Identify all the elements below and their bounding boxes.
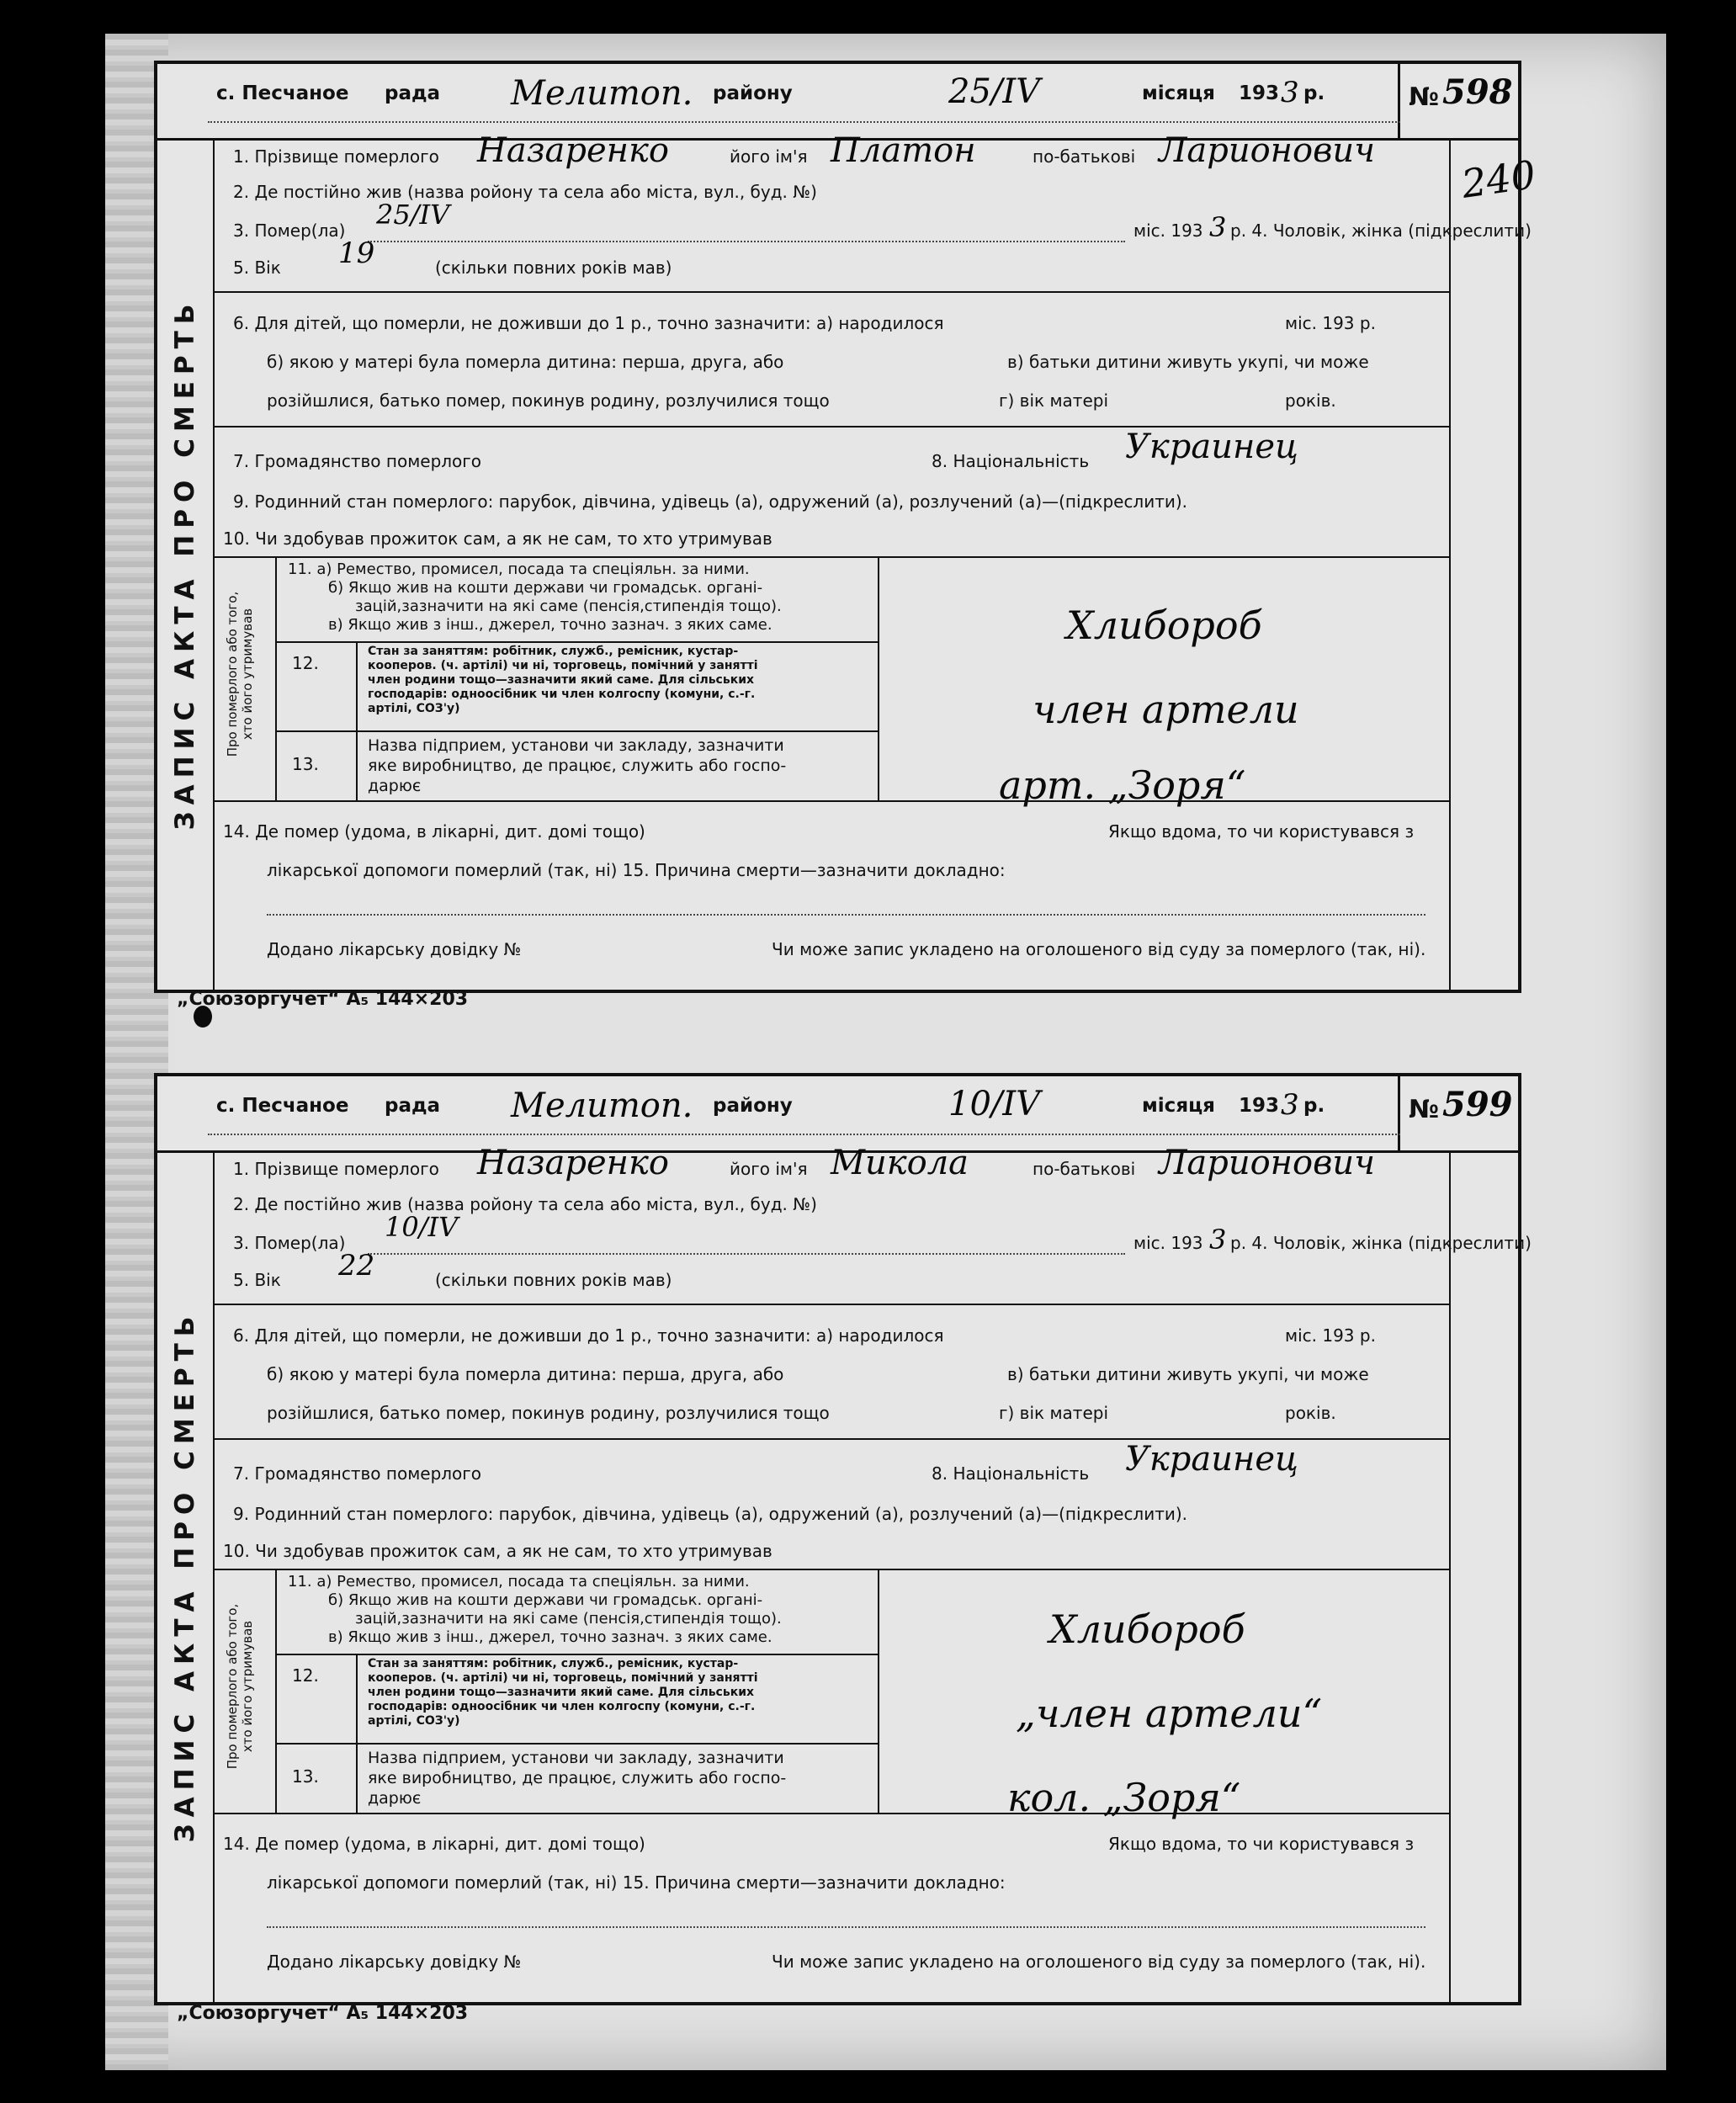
- age-hand: 22: [338, 1249, 375, 1283]
- nationality-hand: Украинец: [1125, 1440, 1298, 1479]
- row-11-line: в) Якщо жив з інш., джерел, точно зазнач. з яких саме.: [328, 616, 772, 634]
- row-6a-tail: міс. 193 р.: [1285, 313, 1376, 333]
- row-3-label: 3. Помер(ла): [233, 1233, 346, 1253]
- section-divider: [213, 800, 1451, 802]
- row-4-label: р. 4. Чоловік, жінка (підкреслити): [1230, 220, 1532, 241]
- row-3-year-digit: 3: [1209, 1224, 1227, 1256]
- section-divider: [213, 1813, 1451, 1814]
- row-12-number: 12.: [292, 653, 319, 673]
- row-12-line: Стан за заняттям: робітник, служб., ремісник, кустар-: [368, 1657, 739, 1670]
- row-8-label: 8. Національність: [932, 451, 1090, 471]
- row-12-rule: [275, 641, 878, 643]
- row-6a-label: 6. Для дітей, що померли, не доживши до 1 р., точно зазначити: а) народилося: [233, 1325, 944, 1346]
- row-13-line: дарює: [368, 777, 422, 795]
- record-number-box: [1398, 1076, 1518, 1150]
- corner-hand-number: 240: [1458, 151, 1539, 207]
- row-12-line: артілі, СОЗ'у): [368, 1714, 460, 1728]
- row-13-block: [368, 1748, 873, 1808]
- side-title: ЗАПИС АКТА ПРО СМЕРТЬ: [170, 1309, 200, 1843]
- row-12-block: [368, 1657, 873, 1729]
- row-12-line: член родини тощо—зазначити який саме. Для сільських: [368, 1686, 755, 1699]
- nationality-hand: Украинец: [1125, 428, 1298, 466]
- row-12-rule: [275, 1654, 878, 1655]
- row-3-dotted-line: [368, 241, 1125, 242]
- occupation-hand: член артели: [1033, 687, 1299, 732]
- row-10-label: 10. Чи здобував прожиток сам, а як не сам, то хто утримував: [223, 528, 772, 549]
- occupation-hand: Хлибороб: [1049, 1606, 1245, 1652]
- row-6b-label: б) якою у матері була померла дитина: перша, друга, або: [267, 352, 784, 372]
- row-6a-tail: міс. 193 р.: [1285, 1325, 1376, 1346]
- row-13-line: яке виробництво, де працює, служить або госпо-: [368, 1769, 787, 1787]
- row-13-number: 13.: [292, 754, 319, 774]
- row-6a-label: 6. Для дітей, що померли, не доживши до 1 р., точно зазначити: а) народилося: [233, 313, 944, 333]
- side-title: ЗАПИС АКТА ПРО СМЕРТЬ: [170, 297, 200, 831]
- row-4-label: р. 4. Чоловік, жінка (підкреслити): [1230, 1233, 1532, 1253]
- row-14b-label: лікарської допомоги померлий (так, ні) 15. Причина смерти—зазначити докладно:: [267, 1872, 1006, 1893]
- row-13-rule: [275, 1743, 878, 1745]
- number-label: №: [1409, 82, 1440, 112]
- row-9-label: 9. Родинний стан померлого: парубок, дівчина, удівець (а), одружений (а), розлучений (а)—(підкреслити).: [233, 491, 1188, 512]
- row-14b-label: лікарської допомоги померлий (так, ні) 15. Причина смерти—зазначити докладно:: [267, 860, 1006, 880]
- occupation-mid-rule: [878, 556, 879, 800]
- record-number-hand: 598: [1442, 72, 1513, 112]
- row-12-line: господарів: одноосібник чи член колгоспу (комуни, с.-г.: [368, 688, 756, 701]
- row-14-label: 14. Де помер (удома, в лікарні, дит. домі тощо): [223, 1834, 645, 1854]
- date-hand: 10/IV: [948, 1085, 1041, 1123]
- row-3-label: 3. Помер(ла): [233, 220, 346, 241]
- date-hand: 25/IV: [948, 72, 1041, 111]
- row-6c-label: розійшлися, батько помер, покинув родину, розлучилися тощо: [267, 1403, 830, 1423]
- name-hand: Микола: [831, 1144, 969, 1182]
- row-13-number: 13.: [292, 1766, 319, 1787]
- section-divider: [213, 291, 1451, 293]
- row-3-year-digit: 3: [1209, 211, 1227, 243]
- row-11-line: зацій,зазначити на які саме (пенсія,стипендія тощо).: [355, 1610, 782, 1628]
- row-5-label: 5. Вік: [233, 1270, 281, 1290]
- row-12-line: член родини тощо—зазначити який саме. Для сільських: [368, 673, 755, 687]
- surname-hand: Назаренко: [477, 1144, 669, 1182]
- row-12-number: 12.: [292, 1665, 319, 1686]
- court-question: Чи може запис укладено на оголошеного від суду за померлого (так, ні).: [772, 939, 1426, 959]
- row-1-label: 1. Прізвище померлого: [233, 146, 439, 167]
- row-7-label: 7. Громадянство померлого: [233, 451, 482, 471]
- row-13-block: [368, 736, 873, 796]
- row-13-line: Назва підприем, установи чи закладу, зазначити: [368, 1749, 784, 1767]
- row-12-divider: [356, 641, 358, 800]
- raion-label: району: [713, 82, 793, 104]
- row-6c-tail2: років.: [1285, 1403, 1336, 1423]
- row-6b-tail: в) батьки дитини живуть укупі, чи може: [1007, 1364, 1369, 1384]
- occupation-top-rule: [213, 556, 1451, 558]
- side-title-column: [157, 138, 215, 990]
- occupation-hand: арт. „Зоря“: [999, 762, 1246, 808]
- header-dotted-line: [208, 121, 1400, 123]
- row-12-divider: [356, 1654, 358, 1813]
- name-label: його ім'я: [730, 146, 808, 167]
- village: с. Песчаное: [216, 82, 349, 104]
- r-label: р.: [1303, 1095, 1325, 1117]
- patronymic-label: по-батькові: [1033, 146, 1136, 167]
- row-6b-label: б) якою у матері була померла дитина: перша, друга, або: [267, 1364, 784, 1384]
- row-5-label: 5. Вік: [233, 258, 281, 278]
- row-5-hint: (скільки повних років мав): [435, 1270, 672, 1290]
- name-hand: Платон: [831, 131, 976, 170]
- year-label: 193: [1239, 82, 1280, 104]
- court-question: Чи може запис укладено на оголошеного від суду за померлого (так, ні).: [772, 1952, 1426, 1972]
- patronymic-hand: Ларионович: [1159, 1144, 1376, 1182]
- row-14-label: 14. Де помер (удома, в лікарні, дит. домі тощо): [223, 821, 645, 842]
- row-12-block: [368, 645, 873, 716]
- rada-label: рада: [385, 82, 441, 104]
- row-15-dotted-line: [267, 914, 1425, 916]
- certificate-label: Додано лікарську довідку №: [267, 1952, 522, 1972]
- side-note-line: хто його утримував: [240, 1620, 255, 1753]
- district-hand: Мелитоп.: [511, 1086, 693, 1125]
- row-14-tail: Якщо вдома, то чи користувався з: [1108, 1834, 1415, 1854]
- number-label: №: [1409, 1095, 1440, 1124]
- year-label: 193: [1239, 1095, 1280, 1117]
- rada-label: рада: [385, 1095, 441, 1117]
- row-6c-tail: г) вік матері: [999, 1403, 1108, 1423]
- row-12-line: кооперов. (ч. артілі) чи ні, торговець, помічний у занятті: [368, 1671, 758, 1685]
- row-11-line: 11. а) Ремество, промисел, посада та спеціяльн. за ними.: [288, 1573, 750, 1591]
- row-13-line: дарює: [368, 1789, 422, 1808]
- side-title-column: [157, 1150, 215, 2002]
- row-12-line: артілі, СОЗ'у): [368, 702, 460, 715]
- raion-label: району: [713, 1095, 793, 1117]
- age-hand: 19: [338, 236, 375, 270]
- row-2-label: 2. Де постійно жив (назва ройону та села або міста, вул., буд. №): [233, 1194, 817, 1214]
- row-11-block: [288, 1573, 877, 1647]
- side-note-line: хто його утримував: [240, 608, 255, 741]
- row-6c-tail: г) вік матері: [999, 390, 1108, 411]
- right-border-rule: [1449, 138, 1451, 990]
- row-12-line: кооперов. (ч. артілі) чи ні, торговець, помічний у занятті: [368, 659, 758, 672]
- death-date-hand: 10/IV: [385, 1211, 459, 1243]
- row-12-line: Стан за заняттям: робітник, служб., ремісник, кустар-: [368, 645, 739, 658]
- name-label: його ім'я: [730, 1159, 808, 1179]
- row-13-line: Назва підприем, установи чи закладу, зазначити: [368, 736, 784, 755]
- section-divider: [213, 1304, 1451, 1305]
- row-5-hint: (скільки повних років мав): [435, 258, 672, 278]
- row-7-label: 7. Громадянство померлого: [233, 1463, 482, 1484]
- header-dotted-line: [208, 1134, 1400, 1135]
- occupation-mid-rule: [878, 1569, 879, 1813]
- death-record-form-598: [154, 61, 1539, 993]
- month-label: місяця: [1142, 1095, 1215, 1117]
- row-11-line: б) Якщо жив на кошти держави чи громадськ. органі-: [328, 579, 763, 597]
- side-note-line: Про померлого або того,: [225, 591, 240, 757]
- row-11-line: 11. а) Ремество, промисел, посада та спеціяльн. за ними.: [288, 560, 750, 578]
- occupation-side-note: [225, 560, 255, 788]
- row-3-dotted-line: [368, 1253, 1125, 1255]
- side-note-line: Про померлого або того,: [225, 1603, 240, 1770]
- month-label: місяця: [1142, 82, 1215, 104]
- row-10-label: 10. Чи здобував прожиток сам, а як не сам, то хто утримував: [223, 1541, 772, 1561]
- row-6c-label: розійшлися, батько помер, покинув родину, розлучилися тощо: [267, 390, 830, 411]
- occupation-left-rule: [275, 556, 277, 800]
- row-6b-tail: в) батьки дитини живуть укупі, чи може: [1007, 352, 1369, 372]
- occupation-hand: „член артели“: [1016, 1691, 1323, 1736]
- print-footer: „Союзоргучет“ А₅ 144×203: [177, 989, 469, 1010]
- row-2-label: 2. Де постійно жив (назва ройону та села або міста, вул., буд. №): [233, 182, 817, 202]
- year-digit-hand: 3: [1281, 76, 1299, 109]
- year-digit-hand: 3: [1281, 1088, 1299, 1122]
- r-label: р.: [1303, 82, 1325, 104]
- row-13-rule: [275, 730, 878, 732]
- certificate-label: Додано лікарську довідку №: [267, 939, 522, 959]
- record-number-hand: 599: [1442, 1085, 1513, 1124]
- form-header: [157, 1076, 1518, 1153]
- occupation-hand: кол. „Зоря“: [1007, 1775, 1241, 1820]
- patronymic-label: по-батькові: [1033, 1159, 1136, 1179]
- surname-hand: Назаренко: [477, 131, 669, 170]
- row-11-line: б) Якщо жив на кошти держави чи громадськ. органі-: [328, 1591, 763, 1609]
- row-11-block: [288, 560, 877, 635]
- occupation-side-note: [225, 1573, 255, 1800]
- form-header: [157, 64, 1518, 141]
- record-number-box: [1398, 64, 1518, 138]
- row-14-tail: Якщо вдома, то чи користувався з: [1108, 821, 1415, 842]
- row-3-month-label: міс. 193: [1133, 1233, 1203, 1253]
- village: с. Песчаное: [216, 1095, 349, 1117]
- patronymic-hand: Ларионович: [1159, 131, 1376, 170]
- district-hand: Мелитоп.: [511, 74, 693, 113]
- occupation-left-rule: [275, 1569, 277, 1813]
- death-record-form-599: [154, 1073, 1532, 2005]
- print-footer: „Союзоргучет“ А₅ 144×203: [177, 2003, 469, 2024]
- death-date-hand: 25/IV: [376, 199, 450, 231]
- row-1-label: 1. Прізвище померлого: [233, 1159, 439, 1179]
- row-6c-tail2: років.: [1285, 390, 1336, 411]
- occupation-hand: Хлибороб: [1066, 603, 1262, 648]
- occupation-top-rule: [213, 1569, 1451, 1570]
- row-11-line: зацій,зазначити на які саме (пенсія,стипендія тощо).: [355, 597, 782, 615]
- row-9-label: 9. Родинний стан померлого: парубок, дівчина, удівець (а), одружений (а), розлучений (а)—(підкреслити).: [233, 1504, 1188, 1524]
- row-3-month-label: міс. 193: [1133, 220, 1203, 241]
- right-border-rule: [1449, 1150, 1451, 2002]
- row-8-label: 8. Національність: [932, 1463, 1090, 1484]
- row-11-line: в) Якщо жив з інш., джерел, точно зазнач. з яких саме.: [328, 1628, 772, 1646]
- row-12-line: господарів: одноосібник чи член колгоспу (комуни, с.-г.: [368, 1700, 756, 1713]
- row-15-dotted-line: [267, 1926, 1425, 1928]
- row-13-line: яке виробництво, де працює, служить або госпо-: [368, 757, 787, 775]
